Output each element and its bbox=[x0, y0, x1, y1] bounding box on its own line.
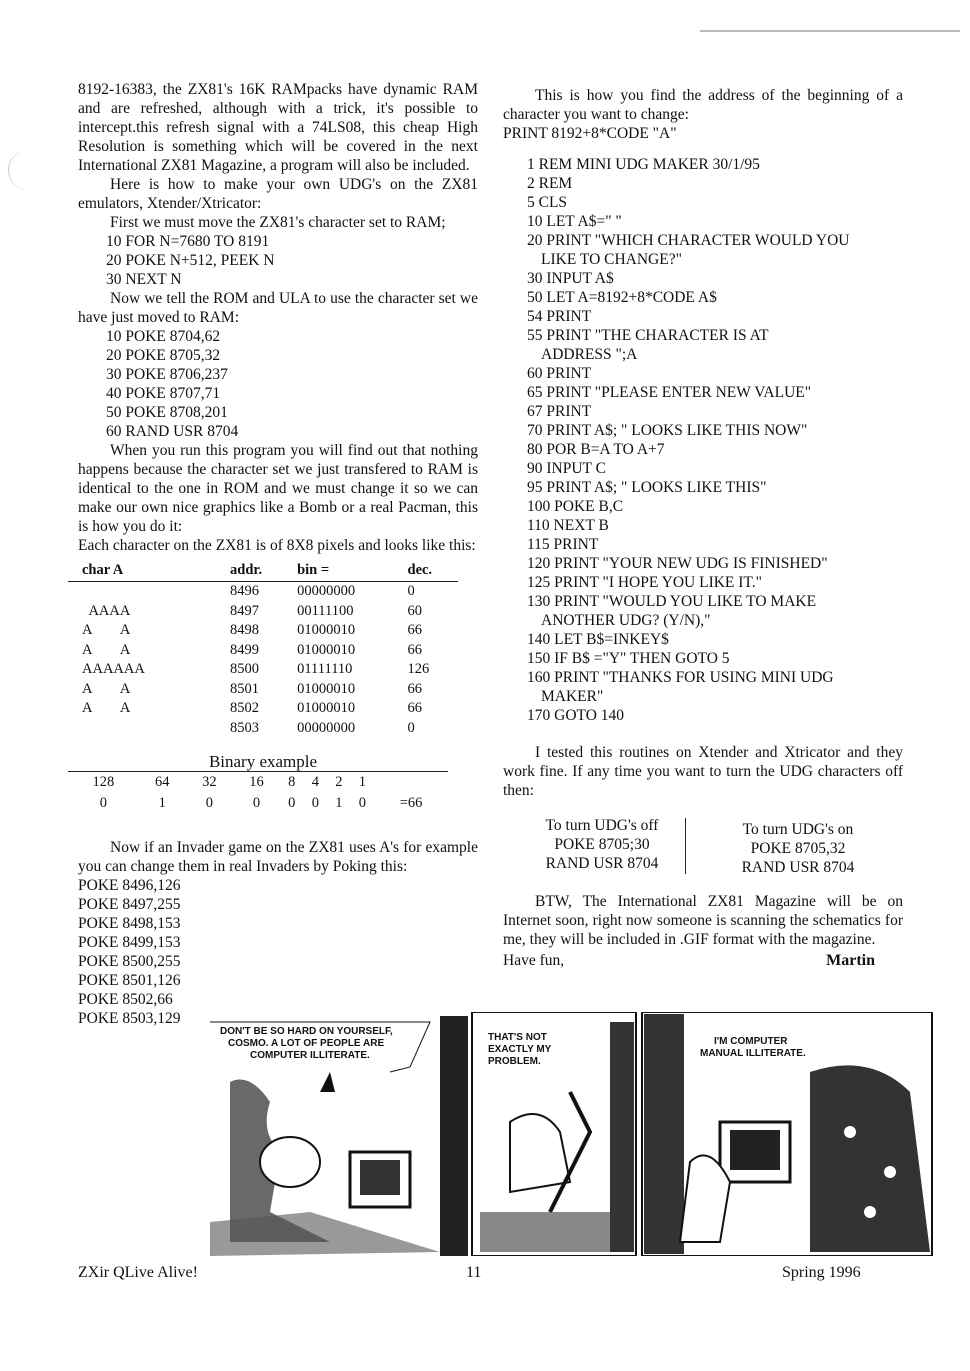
rom-ula-paragraph: Now we tell the ROM and ULA to use the character set we have just moved to RAM: bbox=[78, 290, 478, 326]
table-cell: 60 bbox=[407, 602, 422, 619]
table-cell: 0 bbox=[407, 583, 415, 600]
footer-page-number: 11 bbox=[466, 1264, 482, 1281]
program-line: 2 REM bbox=[527, 175, 573, 192]
table-cell: 8497 bbox=[230, 602, 259, 619]
left-column bbox=[78, 80, 478, 1028]
table-cell: 8503 bbox=[230, 719, 259, 736]
table-header-row bbox=[68, 561, 458, 582]
explanation-paragraph: When you run this program you will find out that nothing happens because the character set we just transfered to RAM is identical to the one in ROM and we must change it so we can make our own nice graphics like a Bomb or a real Pacman, this is how you do it: bbox=[78, 442, 478, 535]
program-line: 80 POR B=A TO A+7 bbox=[527, 441, 665, 458]
program-line: 160 PRINT "THANKS FOR USING MINI UDG bbox=[527, 669, 834, 686]
table-row bbox=[68, 621, 458, 641]
program-line: 60 PRINT bbox=[527, 365, 592, 382]
code-line: 40 POKE 8707,71 bbox=[106, 385, 221, 402]
poke-list bbox=[78, 876, 478, 1028]
signoff bbox=[503, 951, 903, 970]
program-line: 5 CLS bbox=[527, 194, 568, 211]
table-row bbox=[68, 699, 458, 719]
udg-intro-paragraph: Here is how to make your own UDG's on the ZX81 emulators, Xtender/Xtricator: bbox=[78, 176, 478, 212]
table-cell: A A bbox=[82, 680, 131, 697]
table-cell: 8496 bbox=[230, 583, 259, 600]
table-header: char A bbox=[68, 561, 226, 582]
footer-issue-date: Spring 1996 bbox=[782, 1264, 861, 1281]
program-line: 1 REM MINI UDG MAKER 30/1/95 bbox=[527, 156, 760, 173]
program-line: 95 PRINT A$; " LOOKS LIKE THIS" bbox=[527, 479, 767, 496]
move-charset-paragraph: First we must move the ZX81's character set to RAM; bbox=[110, 214, 446, 231]
binary-weight: 16 bbox=[249, 774, 264, 790]
table-row bbox=[68, 719, 458, 739]
binary-bit: 0 bbox=[252, 795, 261, 811]
program-line: 120 PRINT "YOUR NEW UDG IS FINISHED" bbox=[527, 555, 828, 572]
address-paragraph: This is how you find the address of the beginning of a character you want to change: bbox=[503, 87, 903, 123]
binary-weight: 1 bbox=[358, 774, 367, 790]
udg-off-line: RAND USR 8704 bbox=[545, 855, 659, 872]
binary-bits-row bbox=[68, 793, 448, 814]
table-cell: 01000010 bbox=[297, 680, 356, 697]
binary-weight: 8 bbox=[288, 774, 296, 790]
table-cell: 8498 bbox=[230, 622, 259, 639]
binary-weight: 64 bbox=[154, 774, 170, 790]
program-line: ADDRESS ";A bbox=[541, 346, 638, 363]
udg-on-line: RAND USR 8704 bbox=[741, 859, 855, 876]
udg-off-line: POKE 8705;30 bbox=[554, 836, 650, 853]
divider-line bbox=[685, 818, 686, 874]
binary-caption: Binary example bbox=[208, 752, 318, 771]
program-line: 125 PRINT "I HOPE YOU LIKE IT." bbox=[527, 574, 762, 591]
table-cell: 01000010 bbox=[297, 641, 356, 658]
table-header: bin = bbox=[293, 561, 403, 582]
table-cell: 00000000 bbox=[297, 719, 356, 736]
table-cell: A A bbox=[82, 622, 131, 639]
code-line: 60 RAND USR 8704 bbox=[106, 423, 239, 440]
udg-on-line: To turn UDG's on bbox=[742, 821, 854, 838]
table-cell: 66 bbox=[407, 680, 422, 697]
poke-line: POKE 8498,153 bbox=[78, 915, 181, 932]
binary-bit: 1 bbox=[335, 795, 343, 811]
table-cell: 8501 bbox=[230, 680, 259, 697]
right-column bbox=[503, 86, 903, 970]
program-line: 115 PRINT bbox=[527, 536, 599, 553]
program-line: 10 LET A$=" " bbox=[527, 213, 622, 230]
table-row bbox=[68, 582, 458, 602]
code-move-charset bbox=[106, 232, 478, 289]
udg-on-block bbox=[723, 820, 873, 877]
btw-paragraph: BTW, The International ZX81 Magazine will be on Internet soon, right now someone is scanning the schematics for me, they will be included in .GIF format with the magazine. bbox=[503, 893, 903, 948]
poke-line: POKE 8499,153 bbox=[78, 934, 181, 951]
comic-strip bbox=[210, 1012, 934, 1256]
program-line: 50 LET A=8192+8*CODE A$ bbox=[527, 289, 717, 306]
comic-bubble-3: I'M COMPUTER MANUAL ILLITERATE. bbox=[700, 1036, 806, 1059]
program-line: ANOTHER UDG? (Y/N)," bbox=[541, 612, 711, 629]
closing-text: Have fun, bbox=[503, 952, 565, 969]
table-cell: 0 bbox=[407, 719, 415, 736]
poke-line: POKE 8497,255 bbox=[78, 896, 181, 913]
udg-off-block bbox=[527, 816, 677, 873]
footer-magazine-title: ZXir QLive Alive! bbox=[78, 1264, 198, 1281]
comic-bubble-1: DON'T BE SO HARD ON YOURSELF, COSMO. A LOT OF PEOPLE ARE COMPUTER ILLITERATE. bbox=[220, 1026, 393, 1061]
binary-weight bbox=[374, 772, 448, 794]
binary-weight: 128 bbox=[92, 774, 115, 790]
table-cell: 8499 bbox=[230, 641, 259, 658]
binary-result: =66 bbox=[399, 795, 423, 811]
code-line: 10 POKE 8704,62 bbox=[106, 328, 221, 345]
program-line: 30 INPUT A$ bbox=[527, 270, 614, 287]
invader-paragraph: Now if an Invader game on the ZX81 uses A's for example you can change them in real Invaders by Poking this: bbox=[78, 839, 478, 875]
udg-off-line: To turn UDG's off bbox=[545, 817, 659, 834]
table-row bbox=[68, 641, 458, 661]
table-cell: 01111110 bbox=[297, 661, 353, 678]
table-cell bbox=[68, 582, 226, 602]
binary-bit: 0 bbox=[99, 795, 107, 811]
pixels-paragraph: Each character on the ZX81 is of 8X8 pixels and looks like this: bbox=[78, 537, 476, 554]
table-header: dec. bbox=[404, 561, 459, 582]
program-line: 150 IF B$ ="Y" THEN GOTO 5 bbox=[527, 650, 730, 667]
udg-on-line: POKE 8705,32 bbox=[750, 840, 846, 857]
comic-bubble-2: THAT'S NOT EXACTLY MY PROBLEM. bbox=[488, 1032, 552, 1067]
binary-weight: 4 bbox=[311, 774, 319, 790]
table-row bbox=[68, 680, 458, 700]
table-header: addr. bbox=[226, 561, 293, 582]
program-line: LIKE TO CHANGE?" bbox=[541, 251, 682, 268]
binary-weights-row bbox=[68, 772, 448, 794]
table-cell: 66 bbox=[407, 622, 422, 639]
character-table bbox=[68, 561, 458, 738]
poke-line: POKE 8503,129 bbox=[78, 1010, 181, 1027]
table-cell: A A bbox=[82, 641, 131, 658]
table-cell: 01000010 bbox=[297, 622, 356, 639]
table-cell bbox=[68, 719, 226, 739]
scan-edge-line bbox=[700, 30, 960, 32]
code-line: 20 POKE 8705,32 bbox=[106, 347, 221, 364]
code-line: 10 FOR N=7680 TO 8191 bbox=[106, 233, 270, 250]
table-cell: 01000010 bbox=[297, 700, 356, 717]
table-cell: 00111100 bbox=[297, 602, 354, 619]
table-cell: 8500 bbox=[230, 661, 259, 678]
program-line: 90 INPUT C bbox=[527, 460, 606, 477]
table-cell: AAAAAA bbox=[82, 661, 145, 678]
program-line: MAKER" bbox=[541, 688, 604, 705]
binary-bit: 0 bbox=[358, 795, 367, 811]
binary-bit: 0 bbox=[205, 795, 213, 811]
program-line: 70 PRINT A$; " LOOKS LIKE THIS NOW" bbox=[527, 422, 808, 439]
table-cell: 66 bbox=[407, 700, 422, 717]
table-row bbox=[68, 602, 458, 622]
binary-table bbox=[68, 771, 448, 814]
intro-paragraph: 8192-16383, the ZX81's 16K RAMpacks have dynamic RAM and are refreshed, although with a trick, it's possible to intercept.this refresh signal with a 74LS08, this cheap High Resolution is something which will be covered in the next International ZX81 Magazine, a program will also be included. bbox=[78, 81, 478, 174]
program-line: 20 PRINT "WHICH CHARACTER WOULD YOU bbox=[527, 232, 850, 249]
tested-paragraph: I tested this routines on Xtender and Xtricator and they work fine. If any time you want to turn the UDG characters off then: bbox=[503, 744, 903, 799]
code-line: 50 POKE 8708,201 bbox=[106, 404, 228, 421]
punch-hole-mark bbox=[8, 150, 29, 190]
table-cell: 8502 bbox=[230, 700, 259, 717]
program-line: 170 GOTO 140 bbox=[527, 707, 625, 724]
program-line: 54 PRINT bbox=[527, 308, 592, 325]
table-row bbox=[68, 660, 458, 680]
poke-line: POKE 8496,126 bbox=[78, 877, 181, 894]
poke-line: POKE 8502,66 bbox=[78, 991, 173, 1008]
table-cell: AAAA bbox=[82, 602, 131, 619]
binary-bit: 0 bbox=[311, 795, 319, 811]
binary-weight: 2 bbox=[335, 774, 343, 790]
program-line: 140 LET B$=INKEY$ bbox=[527, 631, 669, 648]
program-line: 67 PRINT bbox=[527, 403, 592, 420]
table-cell: A A bbox=[82, 700, 131, 717]
code-set-charset bbox=[106, 327, 478, 441]
table-cell: 66 bbox=[407, 641, 422, 658]
binary-weight: 32 bbox=[202, 774, 217, 790]
table-cell: 126 bbox=[407, 661, 430, 678]
table-cell: 00000000 bbox=[297, 583, 356, 600]
udg-maker-program bbox=[527, 155, 903, 725]
program-line: 65 PRINT "PLEASE ENTER NEW VALUE" bbox=[527, 384, 812, 401]
address-formula: PRINT 8192+8*CODE "A" bbox=[503, 125, 677, 142]
code-line: 30 POKE 8706,237 bbox=[106, 366, 228, 383]
program-line: 100 POKE B,C bbox=[527, 498, 624, 515]
program-line: 110 NEXT B bbox=[527, 517, 609, 534]
signature: Martin bbox=[826, 952, 875, 969]
udg-toggle-box bbox=[503, 816, 903, 878]
poke-line: POKE 8500,255 bbox=[78, 953, 181, 970]
program-line: 130 PRINT "WOULD YOU LIKE TO MAKE bbox=[527, 593, 817, 610]
code-line: 30 NEXT N bbox=[106, 271, 182, 288]
poke-line: POKE 8501,126 bbox=[78, 972, 181, 989]
binary-bit: 1 bbox=[158, 795, 166, 811]
program-line: 55 PRINT "THE CHARACTER IS AT bbox=[527, 327, 769, 344]
code-line: 20 POKE N+512, PEEK N bbox=[106, 252, 275, 269]
binary-bit: 0 bbox=[288, 795, 296, 811]
